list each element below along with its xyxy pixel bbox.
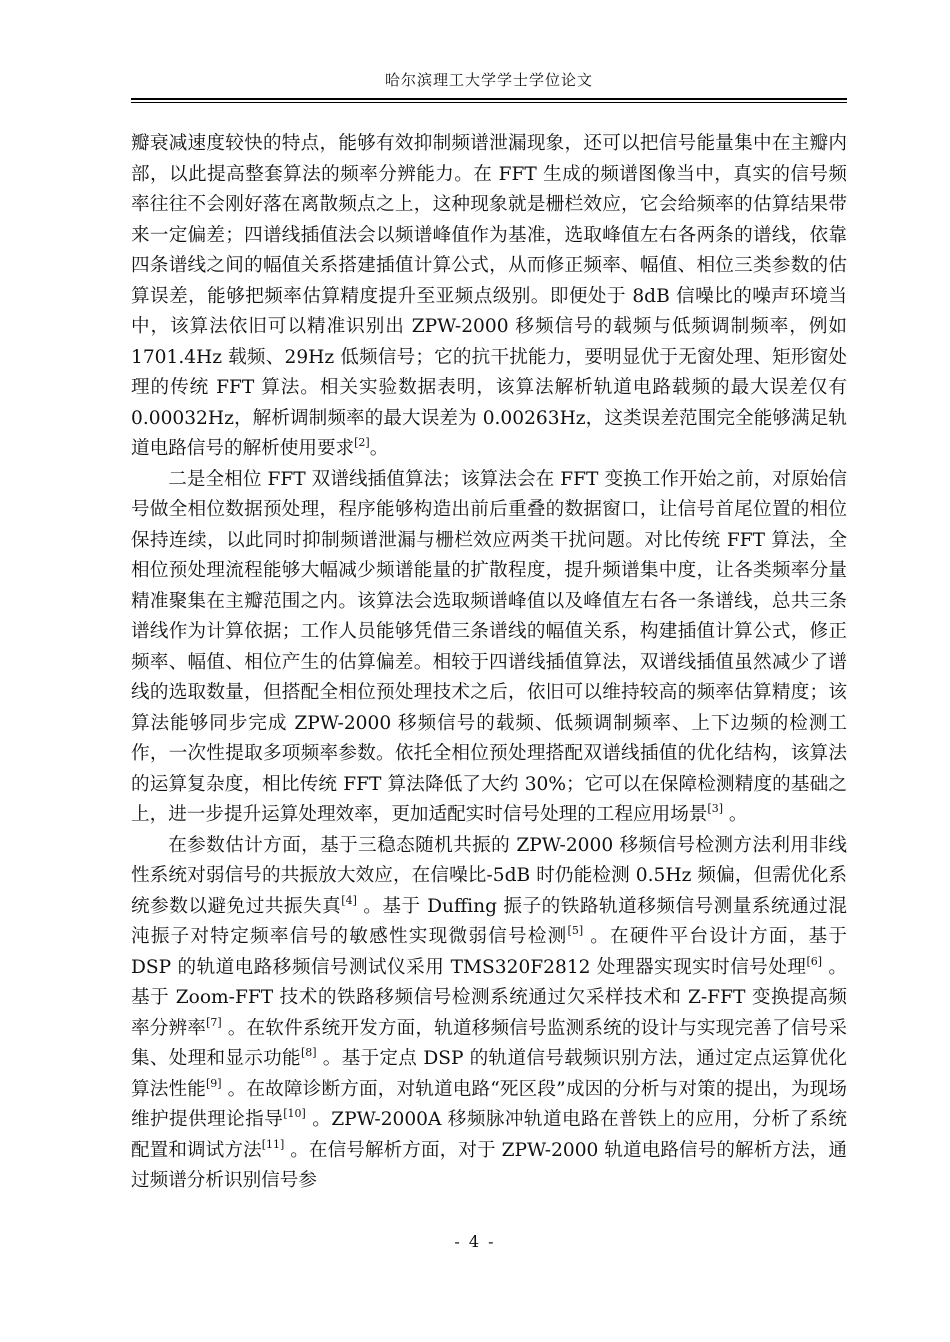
paragraph-3-s1: 在参数估计方面，基于三稳态随机共振的 ZPW-2000 移频信号检测方法利用非线性系统对弱信号的共振放大效应，在信噪比-5dB 时仍能检测 0.5Hz 频偏，但需优化系统参数以避免过共振失真	[131, 834, 847, 917]
paragraph-1-tail: 。	[369, 438, 389, 459]
paragraph-3-s4: 。基于 Zoom-FFT 技术的铁路移频信号检测系统通过欠采样技术和 Z-FFT 变换提高频率分辨率	[131, 956, 847, 1039]
citation-4: [4]	[341, 893, 357, 907]
paragraph-1-text: 瓣衰减速度较快的特点，能够有效抑制频谱泄漏现象，还可以把信号能量集中在主瓣内部，以此提高整套算法的频率分辨能力。在 FFT 生成的频谱图像当中，真实的信号频率往往不会刚好落在离散频点之上，这种现象就是栅栏效应，它会给频率的估算结果带来一定偏差；四谱线插值法会以频谱峰值作为基准，选取峰值左右各两条的谱线，依靠四条谱线之间的幅值关系搭建插值计算公式，从而修正频率、幅值、相位三类参数的估算误差，能够把频率估算精度提升至亚频点级别。即便处于 8dB 信噪比的噪声环境当中，该算法依旧可以精准识别出 ZPW-2000 移频信号的载频与低频调制频率，例如 1701.4Hz 载频、29Hz 低频信号；它的抗干扰能力，要明显优于无窗处理、矩形窗处理的传统 FFT 算法。相关实验数据表明，该算法解析轨道电路载频的最大误差仅有 0.00032Hz，解析调制频率的最大误差为 0.00263Hz，这类误差范围完全能够满足轨道电路信号的解析使用要求	[131, 133, 847, 459]
paragraph-2-text: 二是全相位 FFT 双谱线插值算法；该算法会在 FFT 变换工作开始之前，对原始信号做全相位数据预处理，程序能够构造出前后重叠的数据窗口，让信号首尾位置的相位保持连续，以此同时抑制频谱泄漏与栅栏效应两类干扰问题。对比传统 FFT 算法，全相位预处理流程能够大幅减少频谱能量的扩散程度，提升频谱集中度，让各类频率分量精准聚集在主瓣范围之内。该算法会选取频谱峰值以及峰值左右各一条谱线，总共三条谱线作为计算依据；工作人员能够凭借三条谱线的幅值关系，构建插值计算公式，修正频率、幅值、相位产生的估算偏差。相较于四谱线插值算法，双谱线插值虽然减少了谱线的选取数量，但搭配全相位预处理技术之后，依旧可以维持较高的频率估算精度；该算法能够同步完成 ZPW-2000 移频信号的载频、低频调制频率、上下边频的检测工作，一次性提取多项频率参数。依托全相位预处理搭配双谱线插值的优化结构，该算法的运算复杂度，相比传统 FFT 算法降低了大约 30%；它可以在保障检测精度的基础之上，进一步提升运算处理效率，更加适配实时信号处理的工程应用场景	[131, 468, 847, 825]
page-number: - 4 -	[454, 1232, 496, 1251]
citation-6: [6]	[806, 954, 823, 968]
citation-10: [10]	[283, 1107, 306, 1120]
citation-9: [9]	[206, 1076, 222, 1090]
citation-2: [2]	[354, 436, 370, 449]
paragraph-2-tail: 。	[723, 804, 748, 825]
paragraph-3-s7: 。在故障诊断方面，对轨道电路“死区段”成因的分析与对策的提出，为现场维护提供理论指导	[131, 1078, 847, 1130]
paragraph-1	[131, 129, 847, 465]
running-header: 哈尔滨理工大学学士学位论文	[384, 71, 593, 89]
paragraph-3	[131, 831, 847, 1197]
citation-7: [7]	[206, 1015, 222, 1029]
paragraph-2	[131, 465, 847, 831]
header-rule-thick	[131, 98, 847, 100]
citation-11: [11]	[261, 1137, 285, 1151]
paragraph-3-s2: 。基于 Duffing 振子的铁路轨道移频信号测量系统通过混沌振子对特定频率信号的敏感性实现微弱信号检测	[131, 895, 847, 947]
paragraph-3-s8: 。ZPW-2000A 移频脉冲轨道电路在普铁上的应用，分析了系统配置和调试方法	[131, 1109, 847, 1161]
body-text	[131, 129, 847, 1197]
citation-8: [8]	[300, 1046, 317, 1059]
citation-3: [3]	[707, 802, 724, 815]
paragraph-3-s5: 。在软件系统开发方面，轨道移频信号监测系统的设计与实现完善了信号采集、处理和显示功能	[131, 1017, 847, 1069]
paragraph-3-s3: 。在硬件平台设计方面，基于 DSP 的轨道电路移频信号测试仪采用 TMS320F2812 处理器实现实时信号处理	[131, 926, 847, 978]
paragraph-3-s9: 。在信号解析方面，对于 ZPW-2000 轨道电路信号的解析方法，通过频谱分析识别信号参	[131, 1139, 847, 1191]
header-rule-thin	[131, 102, 847, 103]
paragraph-3-s6: 。基于定点 DSP 的轨道信号载频识别方法，通过定点运算优化算法性能	[131, 1048, 847, 1100]
citation-5: [5]	[567, 924, 584, 937]
